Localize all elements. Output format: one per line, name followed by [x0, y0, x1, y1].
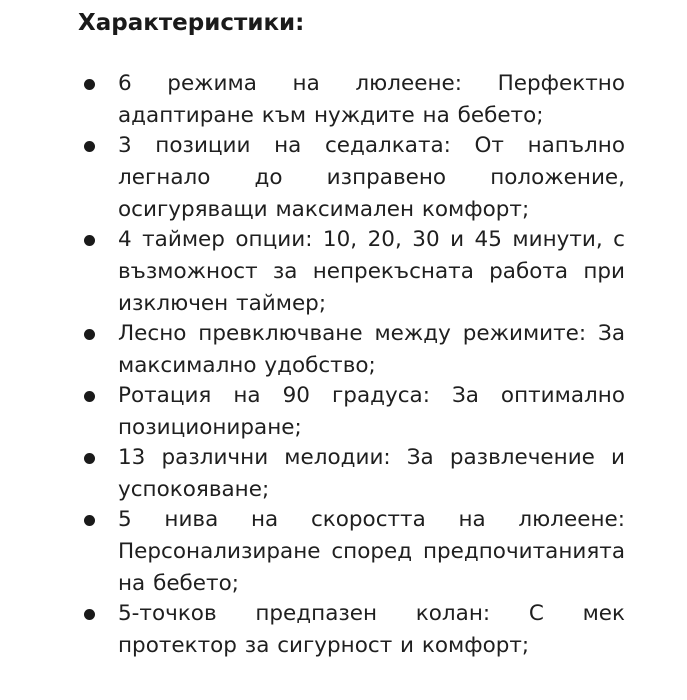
feature-text: 5 нива на скоростта на люлеене: Персонализиране според предпочитанията на бебето; — [118, 507, 625, 596]
feature-text: 13 различни мелодии: За развлечение и успокояване; — [118, 445, 625, 502]
bullet-icon — [84, 515, 95, 526]
feature-text: Лесно превключване между режимите: За максимално удобство; — [118, 321, 625, 378]
bullet-icon — [84, 391, 95, 402]
bullet-icon — [84, 235, 95, 246]
features-heading: Характеристики: — [78, 10, 305, 36]
bullet-icon — [84, 141, 95, 152]
list-item-mode-switching — [80, 318, 625, 382]
bullet-icon — [84, 453, 95, 464]
bullet-icon — [84, 79, 95, 90]
feature-text: 6 режима на люлеене: Перфектно адаптиране към нуждите на бебето; — [118, 71, 625, 128]
feature-text: 4 таймер опции: 10, 20, 30 и 45 минути, с възможност за непрекъсната работа при изключен таймер; — [118, 227, 625, 316]
feature-text: Ротация на 90 градуса: За оптимално позициониране; — [118, 383, 625, 440]
list-item-safety-belt — [80, 598, 625, 662]
list-item-timer-options — [80, 224, 625, 320]
list-item-swing-modes — [80, 68, 625, 132]
features-list — [80, 68, 625, 660]
bullet-icon — [84, 329, 95, 340]
list-item-speed-levels — [80, 504, 625, 600]
list-item-seat-positions — [80, 130, 625, 226]
list-item-rotation — [80, 380, 625, 444]
bullet-icon — [84, 609, 95, 620]
feature-text: 5-точков предпазен колан: С мек протектор за сигурност и комфорт; — [118, 601, 625, 658]
list-item-melodies — [80, 442, 625, 506]
feature-text: 3 позиции на седалката: От напълно легнало до изправено положение, осигуряващи максимален комфорт; — [118, 133, 625, 222]
